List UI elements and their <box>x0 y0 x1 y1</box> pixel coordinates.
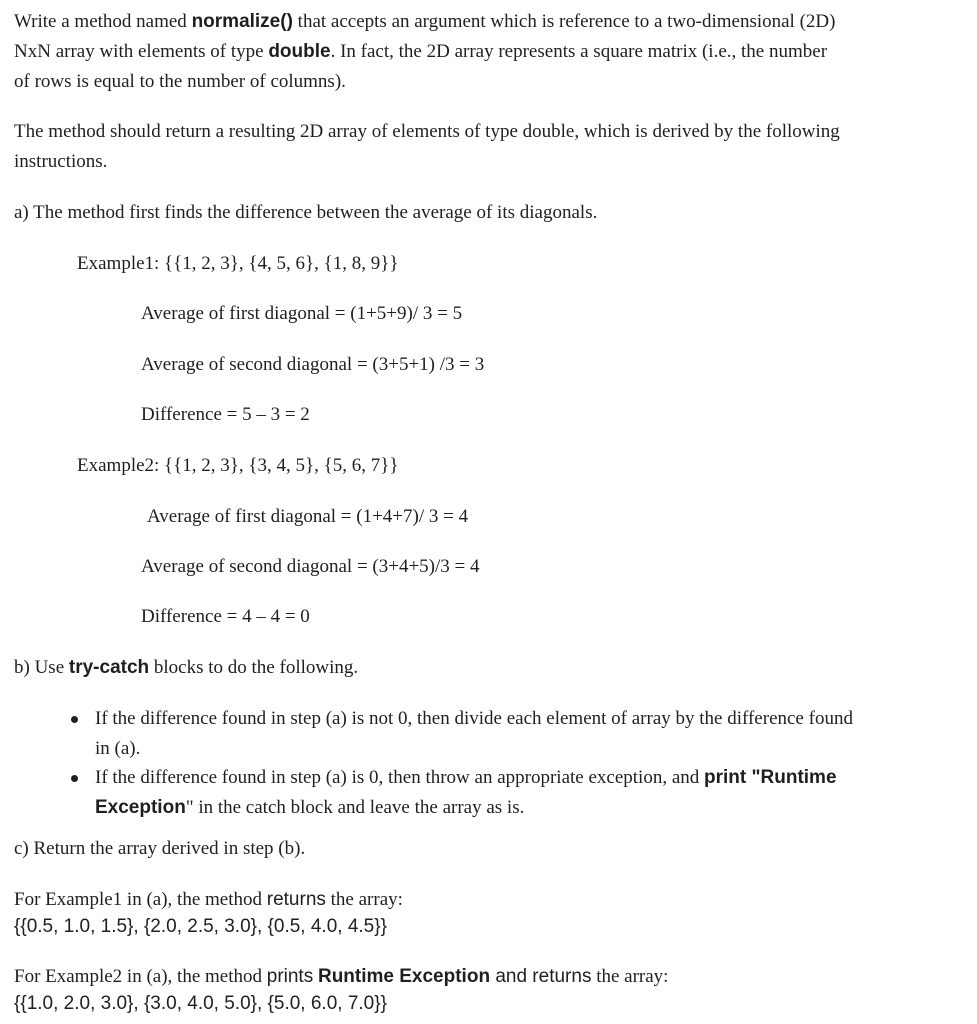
bullet2-line-1 <box>95 766 837 790</box>
result2-text: the array: <box>591 966 669 987</box>
returns-keyword: and returns <box>490 966 592 987</box>
example1-first-diagonal: Average of first diagonal = (1+5+9)/ 3 = 5 <box>141 303 463 324</box>
example2-first-diagonal: Average of first diagonal = (1+4+7)/ 3 = 4 <box>147 506 469 527</box>
step-c-heading: c) Return the array derived in step (b). <box>14 838 306 859</box>
example1-second-diagonal: Average of second diagonal = (3+5+1) /3 = 3 <box>141 354 485 375</box>
step-b-heading <box>14 656 358 680</box>
print-runtime-keyword: print "Runtime <box>704 767 837 788</box>
step-a-heading: a) The method first finds the difference between the average of its diagonals. <box>14 202 598 223</box>
result1-text: the array: <box>325 889 403 910</box>
result2-text: For Example2 in (a), the method <box>14 966 267 987</box>
intro-line-2 <box>14 40 827 64</box>
intro-text: NxN array with elements of type <box>14 41 269 62</box>
step-b-text: blocks to do the following. <box>149 657 359 678</box>
result1-line-1 <box>14 888 403 912</box>
example1-title: Example1: {{1, 2, 3}, {4, 5, 6}, {1, 8, 9}} <box>77 253 399 274</box>
prints-keyword: prints <box>266 966 314 987</box>
intro-line-3: of rows is equal to the number of columns). <box>14 71 346 92</box>
bullet2-text: " in the catch block and leave the array as is. <box>185 797 525 818</box>
type-name: double <box>268 41 331 62</box>
intro-text: Write a method named <box>14 11 192 32</box>
intro-line-1 <box>14 10 835 34</box>
result1-array: {{0.5, 1.0, 1.5}, {2.0, 2.5, 3.0}, {0.5, 4.0, 4.5}} <box>14 916 387 937</box>
returns-keyword: returns <box>266 889 326 910</box>
try-catch-keyword: try-catch <box>68 657 150 678</box>
method-name: normalize() <box>191 11 293 32</box>
example1-difference: Difference = 5 – 3 = 2 <box>141 404 310 425</box>
exception-keyword: Exception <box>95 797 186 818</box>
description-line-2: instructions. <box>14 151 108 172</box>
bullet2-line-2 <box>95 796 524 820</box>
intro-text: that accepts an argument which is reference to a two-dimensional (2D) <box>292 11 836 32</box>
step-b-text: b) Use <box>14 657 69 678</box>
bullet2-text: If the difference found in step (a) is 0, then throw an appropriate exception, and <box>95 767 705 788</box>
intro-text: . In fact, the 2D array represents a square matrix (i.e., the number <box>330 41 828 62</box>
example2-title: Example2: {{1, 2, 3}, {3, 4, 5}, {5, 6, 7}} <box>77 455 399 476</box>
bullet-dot-icon <box>71 775 78 782</box>
result1-text: For Example1 in (a), the method <box>14 889 267 910</box>
example2-difference: Difference = 4 – 4 = 0 <box>141 606 310 627</box>
example2-second-diagonal: Average of second diagonal = (3+4+5)/3 = 4 <box>141 556 480 577</box>
bullet1-line-2: in (a). <box>95 738 141 759</box>
runtime-exception-keyword: Runtime Exception <box>317 966 491 987</box>
result2-array: {{1.0, 2.0, 3.0}, {3.0, 4.0, 5.0}, {5.0, 6.0, 7.0}} <box>14 993 387 1014</box>
description-line-1: The method should return a resulting 2D array of elements of type double, which is derived by the following <box>14 121 840 142</box>
result2-line-1 <box>14 965 668 989</box>
bullet-dot-icon <box>71 716 78 723</box>
bullet1-line-1: If the difference found in step (a) is not 0, then divide each element of array by the difference found <box>95 708 853 729</box>
